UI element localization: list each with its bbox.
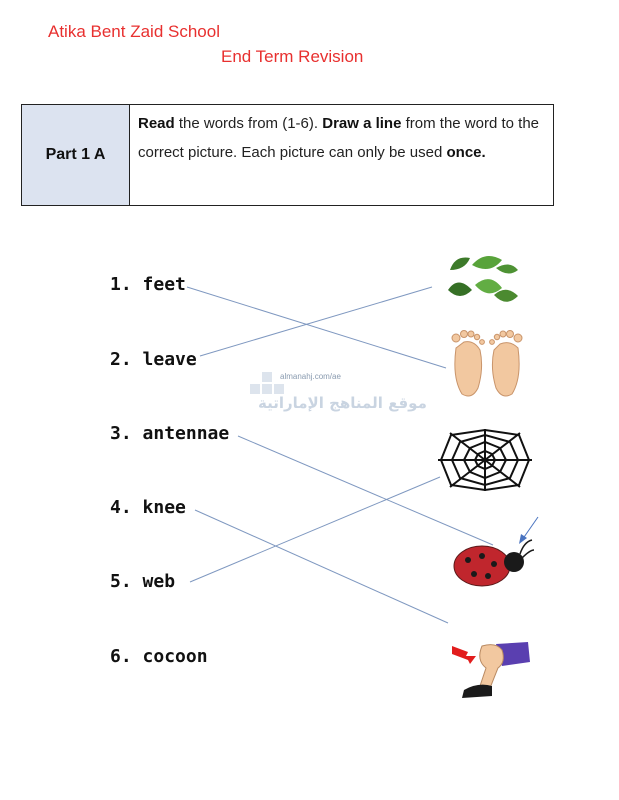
word-number: 3. [110,423,132,444]
knee-icon [448,636,534,700]
word-text: cocoon [142,646,208,667]
spider-web-icon [436,427,534,493]
watermark-url: almanahj.com/ae [280,372,341,381]
word-number: 4. [110,497,132,518]
word-text: antennae [142,423,230,444]
word-text: leave [142,349,197,370]
instruction-once: once. [446,144,486,161]
word-number: 6. [110,646,132,667]
page-subtitle: End Term Revision [221,47,364,66]
instruction-part1: the words from (1-6). [174,115,323,132]
instruction-read: Read [138,115,175,132]
leaves-icon [440,250,520,310]
word-number: 2. [110,349,132,370]
ladybug-icon [448,538,534,590]
word-number: 1. [110,274,132,295]
school-name: Atika Bent Zaid School [48,22,220,41]
word-text: feet [142,274,186,295]
feet-icon [444,328,530,400]
word-text: web [142,571,176,592]
line-leave [200,287,432,356]
word-number: 5. [110,571,132,592]
word-text: knee [142,497,186,518]
line-web [190,477,440,582]
watermark-arabic: موقع المناهج الإماراتية [258,394,427,412]
line-feet [187,287,446,368]
instruction-part2: from the word to the correct picture. Each picture can only be used [138,115,540,161]
part-label: Part 1 A [22,105,130,205]
instruction-draw-line: Draw a line [322,115,402,132]
